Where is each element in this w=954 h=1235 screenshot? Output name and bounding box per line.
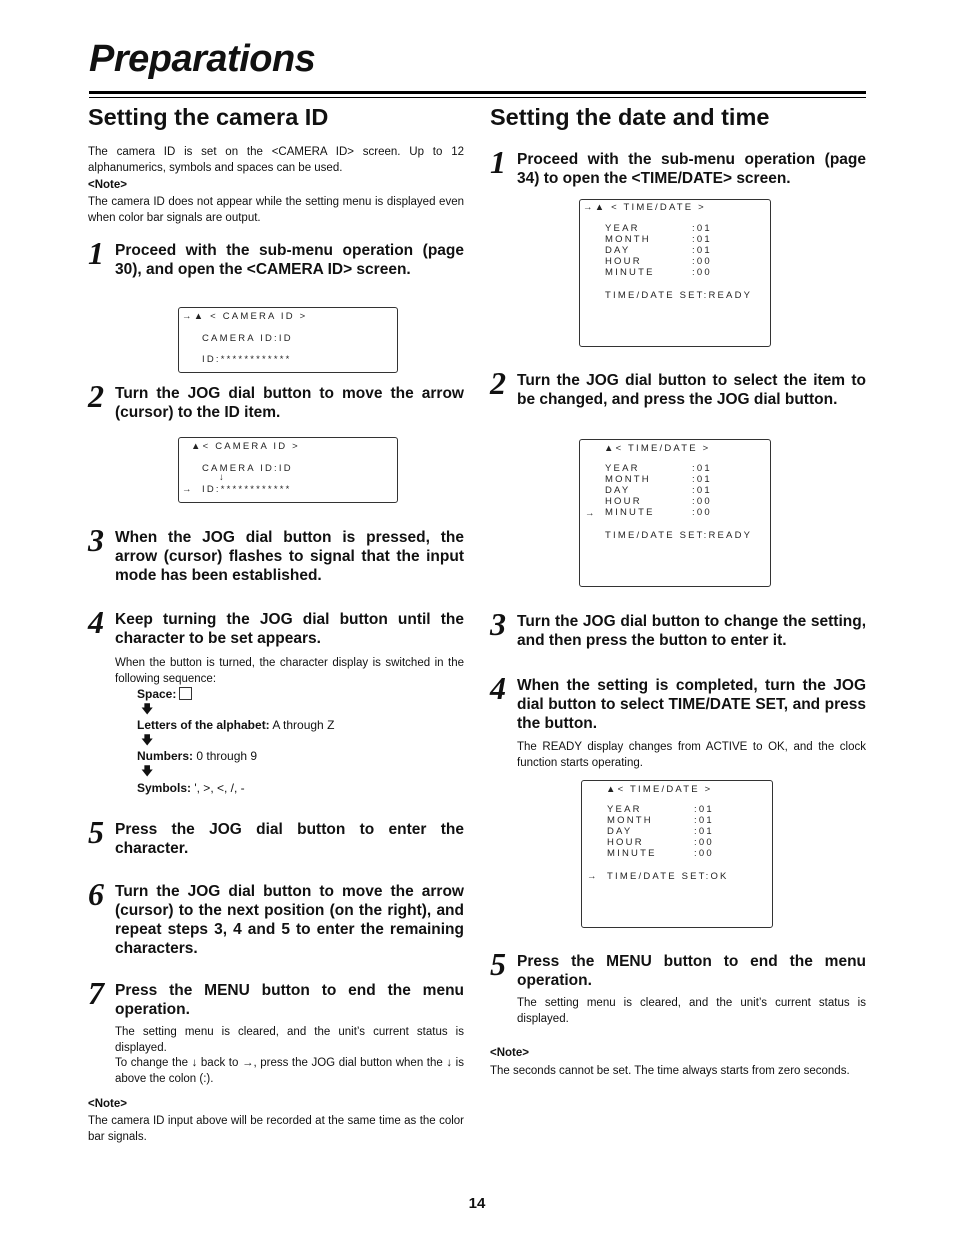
step-3 — [88, 522, 464, 588]
step-number: 3 — [490, 606, 506, 642]
step-text: Press the MENU button to end the menu operation. — [115, 982, 464, 1018]
screen-row-label: YEAR — [605, 223, 640, 234]
sequence-label: Space: — [137, 687, 177, 701]
step-4-body: When the button is turned, the character display is switched in the following sequence: — [115, 657, 464, 685]
step-number: 4 — [490, 670, 506, 706]
screen-line: CAMERA ID:ID — [202, 333, 293, 344]
screen-row-label: DAY — [607, 826, 633, 837]
step-7-body: The setting menu is cleared, and the unit’s current status is displayed. — [115, 1026, 464, 1054]
time-date-screen-1 — [579, 199, 771, 347]
sequence-symbols — [137, 781, 245, 795]
step-4-body: The READY display changes from ACTIVE to OK, and the clock function starts operating. — [517, 741, 866, 769]
step-number: 1 — [490, 144, 506, 180]
step-1 — [490, 144, 866, 190]
screen-row-label: MINUTE — [605, 507, 655, 518]
step-number: 2 — [490, 365, 506, 401]
step-number: 3 — [88, 522, 104, 558]
sequence-label: Numbers: — [137, 749, 194, 763]
note-text: The seconds cannot be set. The time always starts from zero seconds. — [490, 1065, 850, 1077]
screen-row-label: MONTH — [605, 234, 651, 245]
screen-title: ▲< CAMERA ID > — [191, 441, 300, 452]
sequence-letters — [137, 718, 334, 732]
screen-row-value: :01 — [692, 485, 712, 496]
camera-id-screen-2 — [178, 437, 398, 503]
sequence-numbers — [137, 749, 257, 763]
step-3 — [490, 606, 866, 652]
cursor-right-icon: → — [182, 484, 192, 495]
step-text: Turn the JOG dial button to move the arrow (cursor) to the next position (on the right), and repeat steps 3, 4 and 5 to enter the remaining characters. — [115, 883, 464, 957]
screen-row-value: :01 — [692, 234, 712, 245]
step-text: Turn the JOG dial button to move the arrow (cursor) to the ID item. — [115, 385, 464, 421]
step-text: Turn the JOG dial button to change the setting, and then press the button to enter it. — [517, 613, 866, 649]
step-2 — [88, 378, 464, 424]
step-7-body-2: To change the ↓ back to →, press the JOG dial button when the ↓ is above the colon (:). — [115, 1057, 464, 1085]
step-number: 4 — [88, 604, 104, 640]
step-text: Turn the JOG dial button to select the item to be changed, and press the JOG dial button. — [517, 372, 866, 408]
step-text: Press the JOG dial button to enter the character. — [115, 821, 464, 857]
arrow-down-icon: 🡇 — [141, 702, 154, 716]
screen-line: ID:************ — [202, 484, 292, 495]
title-rule-thin — [89, 97, 866, 98]
step-2 — [490, 365, 866, 431]
title-rule-thick — [89, 91, 866, 94]
screen-row-label: YEAR — [605, 463, 640, 474]
note-text: The camera ID does not appear while the setting menu is displayed even when color bar signals are output. — [88, 196, 464, 224]
step-number: 5 — [490, 946, 506, 982]
screen-title: ▲< TIME/DATE > — [604, 443, 711, 454]
sequence-label: Letters of the alphabet: — [137, 718, 270, 732]
screen-line: ID:************ — [202, 354, 292, 365]
screen-set-line: TIME/DATE SET:READY — [605, 290, 753, 301]
step-number: 1 — [88, 235, 104, 271]
screen-row-label: MONTH — [605, 474, 651, 485]
step-number: 2 — [88, 378, 104, 414]
cursor-right-icon: → — [585, 508, 595, 519]
screen-row-value: :01 — [692, 245, 712, 256]
page-number: 14 — [468, 1195, 486, 1212]
screen-set-line: TIME/DATE SET:OK — [607, 871, 729, 882]
screen-row-label: MONTH — [607, 815, 653, 826]
screen-row-value: :01 — [692, 474, 712, 485]
note-text: The camera ID input above will be recorded at the same time as the color bar signals. — [88, 1115, 464, 1143]
step-7 — [88, 975, 464, 1021]
note-label: <Note> — [88, 1098, 127, 1110]
screen-row-value: :01 — [692, 223, 712, 234]
step-text: Proceed with the sub-menu operation (page 34) to open the <TIME/DATE> screen. — [517, 151, 866, 187]
screen-row-label: MINUTE — [607, 848, 657, 859]
step-number: 5 — [88, 814, 104, 850]
screen-row-label: MINUTE — [605, 267, 655, 278]
arrow-down-icon: 🡇 — [141, 733, 154, 747]
step-number: 6 — [88, 876, 104, 912]
screen-row-value: :00 — [694, 848, 714, 859]
sequence-label: Symbols: — [137, 781, 192, 795]
screen-title: →▲ < CAMERA ID > — [182, 311, 308, 322]
screen-row-label: HOUR — [605, 496, 642, 507]
arrow-down-icon: 🡇 — [141, 764, 154, 778]
camera-id-screen-1 — [178, 307, 398, 373]
step-text: When the JOG dial button is pressed, the arrow (cursor) flashes to signal that the input mode has been established. — [115, 529, 464, 584]
step-text: Keep turning the JOG dial button until the character to be set appears. — [115, 611, 464, 647]
screen-row-label: DAY — [605, 485, 631, 496]
screen-row-value: :00 — [694, 837, 714, 848]
camera-id-intro: The camera ID is set on the <CAMERA ID> screen. Up to 12 alphanumerics, symbols and spaces can be used. — [88, 146, 464, 174]
screen-title: ▲< TIME/DATE > — [606, 784, 713, 795]
time-date-screen-3 — [581, 780, 773, 928]
step-number: 7 — [88, 975, 104, 1011]
step-6 — [88, 876, 464, 962]
step-4 — [88, 604, 464, 650]
space-box-icon — [179, 687, 192, 700]
note-label: <Note> — [88, 179, 127, 191]
date-time-heading: Setting the date and time — [490, 104, 770, 130]
sequence-value: A through Z — [269, 718, 335, 732]
screen-row-label: HOUR — [607, 837, 644, 848]
time-date-screen-2 — [579, 439, 771, 587]
note-label: <Note> — [490, 1047, 529, 1059]
step-1 — [88, 235, 464, 301]
step-text: Proceed with the sub-menu operation (page 30), and open the <CAMERA ID> screen. — [115, 242, 464, 278]
step-5-body: The setting menu is cleared, and the unit’s current status is displayed. — [517, 997, 866, 1025]
step-text: Press the MENU button to end the menu operation. — [517, 953, 866, 989]
cursor-down-icon: ↓ — [219, 472, 224, 483]
screen-set-line: TIME/DATE SET:READY — [605, 530, 753, 541]
step-4 — [490, 670, 866, 736]
screen-row-value: :00 — [692, 496, 712, 507]
screen-title: →▲ < TIME/DATE > — [583, 202, 706, 213]
sequence-space — [137, 687, 192, 701]
screen-row-label: DAY — [605, 245, 631, 256]
step-text: When the setting is completed, turn the JOG dial button to select TIME/DATE SET, and press the button. — [517, 677, 866, 732]
sequence-value: 0 through 9 — [193, 749, 258, 763]
screen-row-value: :01 — [694, 815, 714, 826]
page-title: Preparations — [89, 38, 316, 80]
cursor-right-icon: → — [587, 871, 597, 882]
step-5 — [490, 946, 866, 992]
screen-row-value: :00 — [692, 507, 712, 518]
screen-row-value: :01 — [692, 463, 712, 474]
screen-row-value: :00 — [692, 267, 712, 278]
screen-line: CAMERA ID:ID — [202, 463, 293, 474]
step-5 — [88, 814, 464, 860]
screen-row-label: YEAR — [607, 804, 642, 815]
screen-row-value: :00 — [692, 256, 712, 267]
screen-row-value: :01 — [694, 804, 714, 815]
sequence-value: ', >, <, /, - — [191, 781, 245, 795]
screen-row-value: :01 — [694, 826, 714, 837]
screen-row-label: HOUR — [605, 256, 642, 267]
camera-id-heading: Setting the camera ID — [88, 104, 329, 130]
